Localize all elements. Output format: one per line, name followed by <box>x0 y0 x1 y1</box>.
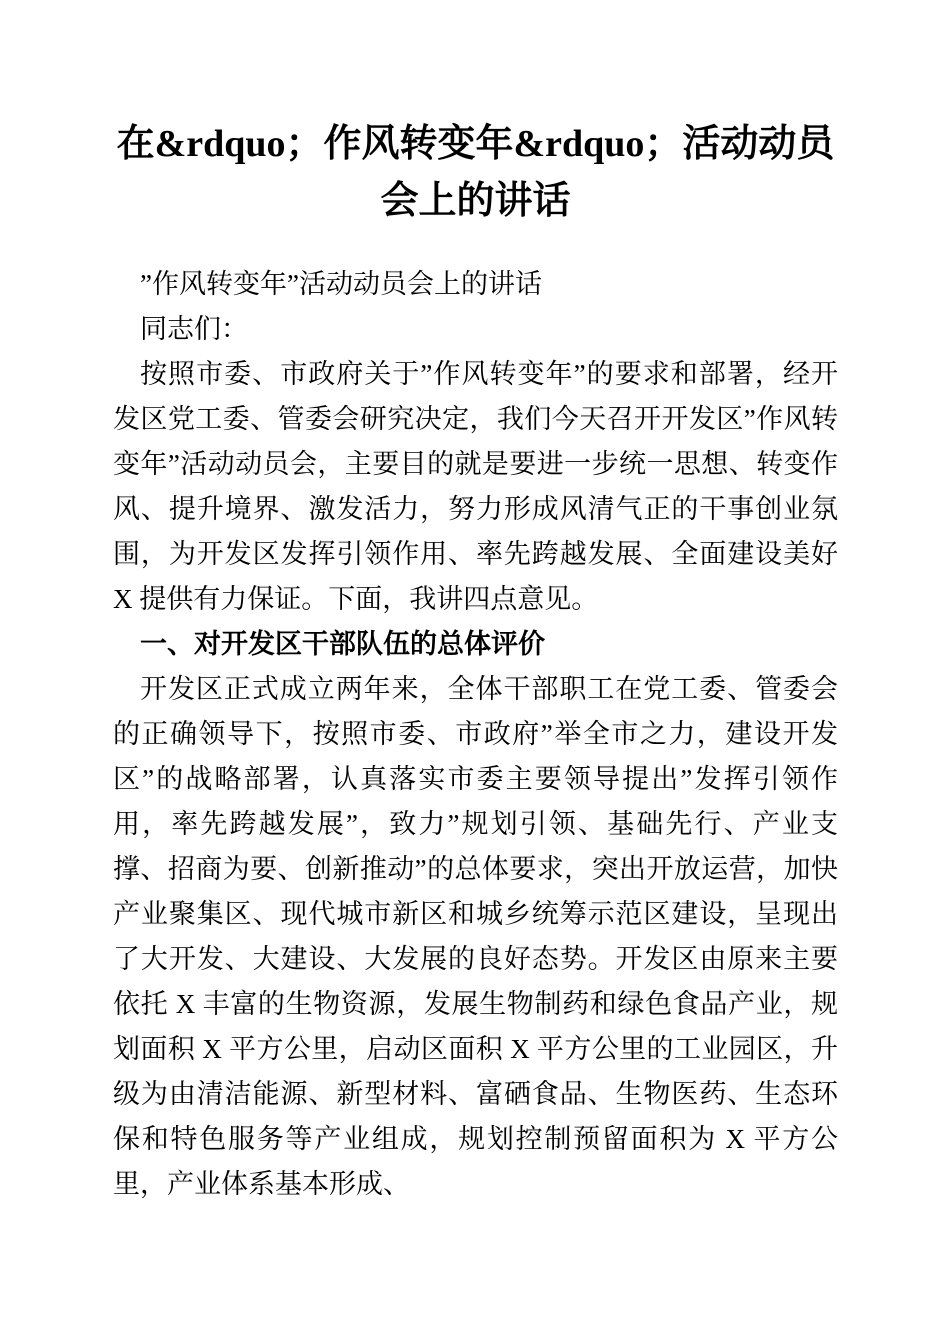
paragraph-opening: 按照市委、市政府关于”作风转变年”的要求和部署，经开发区党工委、管委会研究决定，我们今天召开开发区”作风转变年”活动动员会，主要目的就是要进一步统一思想、转变作风、提升境界、激发活力，努力形成风清气正的干事创业氛围，为开发区发挥引领作用、率先跨越发展、全面建设美好 X 提供有力保证。下面，我讲四点意见。 <box>113 359 838 614</box>
paragraph-subtitle-line: ”作风转变年”活动动员会上的讲话 <box>140 269 542 299</box>
page-title: 在&rdquo；作风转变年&rdquo；活动动员会上的讲话 <box>116 123 835 222</box>
section-heading-1: 一、对开发区干部队伍的总体评价 <box>140 629 545 659</box>
paragraph-salutation: 同志们： <box>140 314 248 344</box>
paragraph-section-1-body: 开发区正式成立两年来，全体干部职工在党工委、管委会的正确领导下，按照市委、市政府”举全市之力，建设开发区”的战略部署，认真落实市委主要领导提出”发挥引领作用，率先跨越发展”，致力”规划引领、基础先行、产业支撑、招商为要、创新推动”的总体要求，突出开放运营，加快产业聚集区、现代城市新区和城乡统筹示范区建设，呈现出了大开发、大建设、大发展的良好态势。开发区由原来主要依托 X 丰富的生物资源，发展生物制药和绿色食品产业，规划面积 X 平方公里，启动区面积 X 平方公里的工业园区，升级为由清洁能源、新型材料、富硒食品、生物医药、生态环保和特色服务等产业组成，规划控制预留面积为 X 平方公里，产业体系基本形成、 <box>113 674 838 1199</box>
